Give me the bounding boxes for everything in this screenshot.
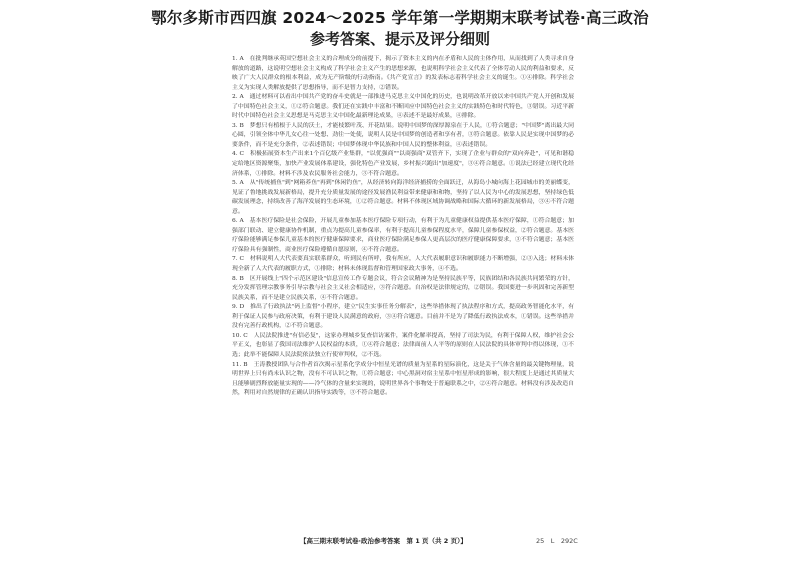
page-title: 鄂尔多斯市西四旗 2024～2025 学年第一学期期末联考试卷·高三政治 (151, 9, 649, 27)
answer-item: 6. A 基本医疗保险是社会保险，开展儿童参加基本医疗保险专项行动，有利于为儿童健康权益提供基本医疗保障，①符合题意；加强部门联动、建立健康协作机制，重点为提高儿童参保率，有利于提高儿童参保程度水平，保障儿童参保权益，②符合题意。基本医疗保险能够满足参保儿童基本的医疗健康保障要求，商业医疗保险满足参保人更高层次的医疗健康保障要求，③不符合题意；基本医疗保险具有强制性，商业医疗保险遵循自愿原则，④不符合题意。 (232, 218, 574, 253)
answer-item: 1. A 在批判继承英国空想社会主义的合理成分的前提下，揭示了资本主义的内在矛盾和人民的主体作用，从而找到了人类寻求自身解放的道路，这说明空想社会主义构成了科学社会主义产生的思想来源，也说明科学社会主义代表了全体劳动人民的利益和要求，反映了广大人民群众的根本利益，成为无产阶级的行动指南。《共产党宣言》的发表标志着科学社会主义的诞生。①④排除。科学社会主义为实现人类解放提供了思想指导，而不是智力支持，②错误。 (232, 56, 574, 91)
answer-item: 10. C 人民法院推进"有信必复"，这家办理城乡复查信访案件，案件化解率提高，坚持了司法为民，有利于保障人权，维护社会公平正义，也彰显了我国司法维护人民权益的本质，①④符合题意；法律面前人人平等的原则在人民法院的具体审判中得以体现，①不选；此举不能保障人民法院依法独立行使审判权，②不选。 (232, 332, 574, 358)
footer-code: 25 L 292C (536, 537, 578, 545)
answer-item: 8. B 区开展线上"四个示范区建设"信息宣传工作专题会议，符合会议精神为是坚持民族平等，民族团结和各民族共同繁荣的方针，充分发挥管理宗教事务引导宗教与社会主义社会相适应，③符合题意。自治权是法律规定的，②错误。我国要进一步巩固和完善新型民族关系，而不是建立民族关系，④不符合题意。 (232, 275, 574, 301)
answers-body (232, 55, 574, 399)
answer-item: 3. B 梦想只有植根于人民的沃土，才能枝繁叶茂、开花结果。说明中国梦的深厚源泉在于人民，①符合题意；"中国梦"离出最大同心圆，引领全体中华儿女心往一处想、劲往一处使，说明人民是中国梦的创造者和享有者，③符合题意。依靠人民是实现中国梦的必要条件，而不是充分条件，②表述错误；中国梦体现中华民族和中国人民的整体利益，④表述错误。 (232, 122, 574, 148)
answer-item: 5. A 从"传统捕鱼"到"网箱养鱼"再到"休闲钓鱼"，从经济转向海洋经济捕捞的全面跃迁，从海岛小城向海上花园城市的美丽蝶变，见证了鲁地挑战发展新格局，提升充分质量发展的途径发展渔民利益带来健康和和物，坚持了以人民为中心的发展思想，坚持绿色低碳发展理念，持续改善了海洋发展的生态环境，①②符合题意。材料不体现区域协调战略和国际大循环的新发展格局，③④不符合题意。 (232, 180, 574, 215)
answer-item: 4. C 积极拓展资本生产出来1个百亿级产业集群，"以优强商""以商强商"双管齐下，实现了企业与群众的"双向奔赴"，可见和谐稳定给地区资源聚集，加快产业发展体系建设，强化特色产业发展，乡村振兴跑出"加速度"，③④符合题意。①说法已经建立现代化经济体系，①排除。材料不涉及农民服务社会能力，③不符合题意。 (232, 151, 574, 177)
answer-item: 9. D 推出了行政执法"码上监督"小程序，建立"民生实事任务分解表"，这些举措体现了执法程序和方式，提高政务智能化水平，有利于保证人民参与政府决策，有利于建设人民满意的政府，③④符合题意。目前并不是为了降低行政执法成本，①错误。这些举措并没有完善行政机构，②不符合题意。 (232, 304, 574, 330)
answer-item: 2. A 通过材料可以看出中国共产党的奋斗史就是一部推进马克思主义中国化的历史，也说明改革开放以来中国共产党人开创和发展了中国特色社会主义，①②符合题意。我们还在实践中丰富和不断回应中国特色社会主义的实践特色和时代特色，③错误。习近平新时代中国特色社会主义思想是马克思主义中国化最新理论成果，④表述不是最好成果，④排除。 (232, 94, 574, 120)
footer-page-info: 【高三期末联考试卷·政治参考答案 第 1 页（共 2 页）】 (300, 537, 467, 545)
page-subtitle: 参考答案、提示及评分细则 (309, 30, 490, 48)
answer-item: 11. B 王涛教授团队与合作者首次揭示星系化学成分中恒星光谱的质量为星系的星际演化，这是关于气体含量的最关键物理量，说明世界上只有尚未认识之物，没有不可认识之物，①符合题意；中心黑洞对宿主星系中恒星形成的影响，很大程度上是通过其质量大且能够剧烈释放能量实现的——冷气体的含量来实现的，说明世界各个事物处于普遍联系之中，②④符合题意。材料没有涉及改造自然，利用对自然规律的正确认识指导实践等，③不符合题意。 (232, 361, 574, 397)
answer-item: 7. C 材料说明人大代表要真实联系群众，听到民有所呼，我有所应，人大代表履职意识和履职能力不断增强，②③入选；材料未体现全新了人大代表的履职方式，①排除；材料未体现监督和管理国家政大事务，④不选。 (232, 256, 574, 273)
